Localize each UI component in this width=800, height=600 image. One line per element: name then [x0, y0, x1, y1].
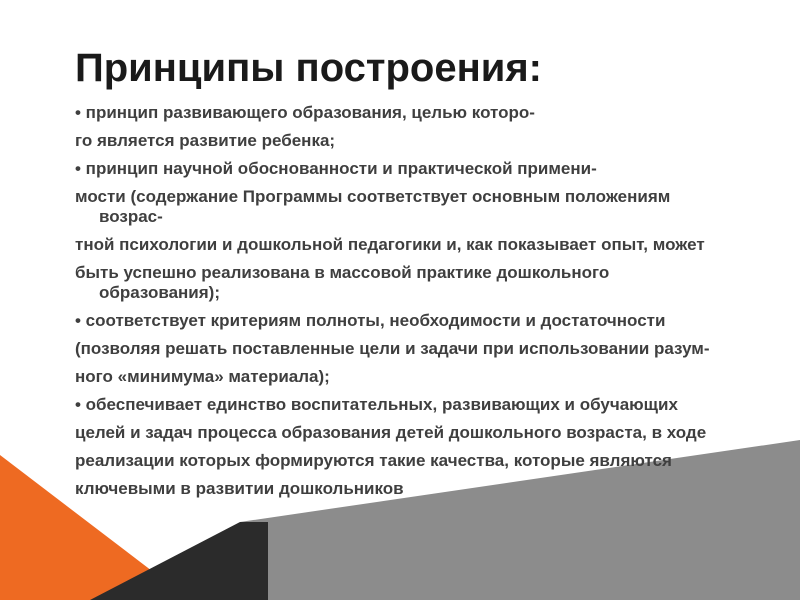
list-item: • принцип развивающего образования, целью которо-: [75, 103, 535, 122]
list-item: • обеспечивает единство воспитательных, развивающих и обучающих: [75, 395, 678, 414]
list-item: (позволяя решать поставленные цели и задачи при использовании разум-: [75, 339, 710, 358]
list-item: • принцип научной обоснованности и практической примени-: [75, 159, 597, 178]
list-item: тной психологии и дошкольной педагогики и, как показывает опыт, может: [75, 235, 705, 254]
list-item: реализации которых формируются такие качества, которые являются: [75, 451, 672, 470]
list-item: ключевыми в развитии дошкольников: [75, 479, 404, 498]
list-item: ного «минимума» материала);: [75, 367, 330, 386]
slide-title: Принципы построения:: [75, 46, 542, 90]
list-item: быть успешно реализована в массовой практике дошкольного образования);: [75, 263, 610, 302]
list-item: мости (содержание Программы соответствует основным положениям возрас-: [75, 187, 671, 226]
list-item: целей и задач процесса образования детей дошкольного возраста, в ходе: [75, 423, 707, 442]
list-item: • соответствует критериям полноты, необходимости и достаточности: [75, 311, 666, 330]
principles-list: [75, 103, 715, 507]
list-item: го является развитие ребенка;: [75, 131, 336, 150]
